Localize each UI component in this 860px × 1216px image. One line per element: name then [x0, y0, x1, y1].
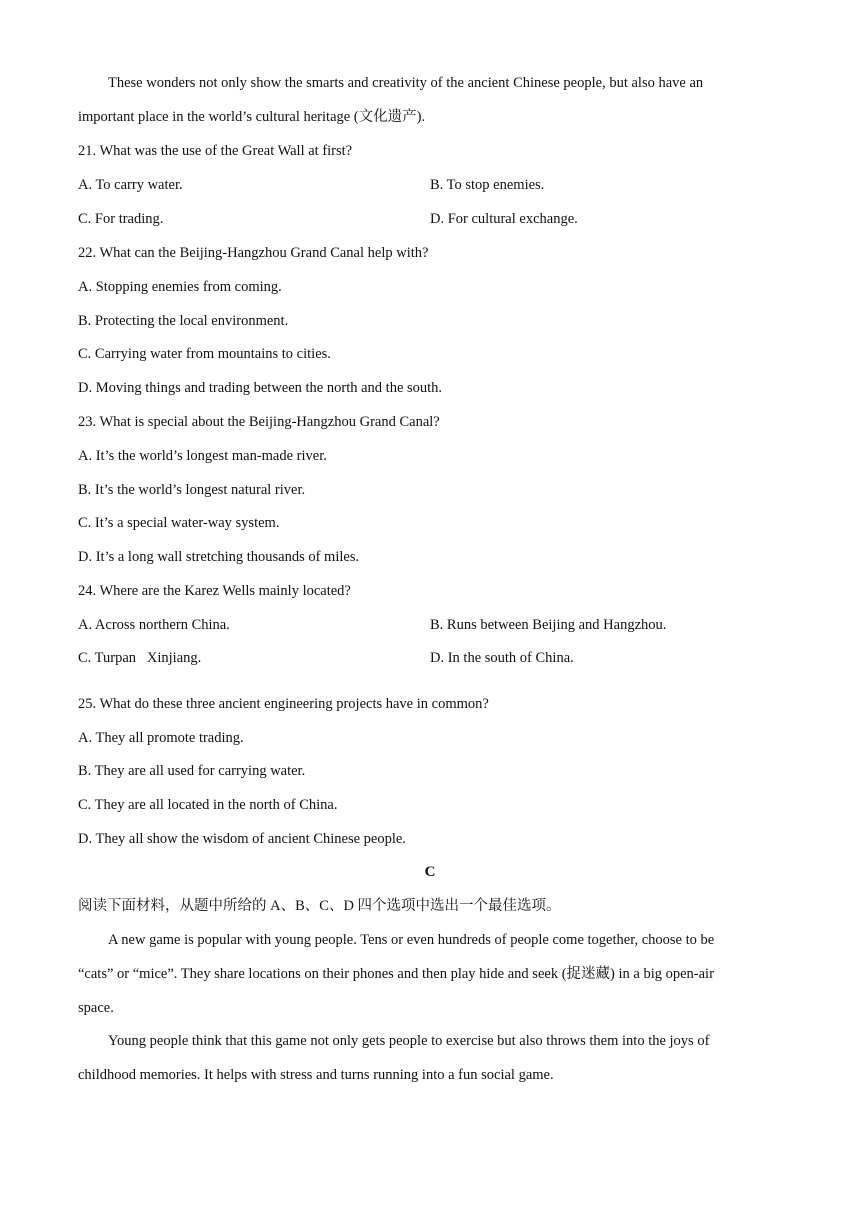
- passage-line: Young people think that this game not only gets people to exercise but also throws them into the joys of: [108, 1033, 710, 1049]
- question-23-option-c: C. It’s a special water-way system.: [78, 515, 280, 531]
- question-25-option-d: D. They all show the wisdom of ancient Chinese people.: [78, 831, 406, 847]
- question-21-option-a: A. To carry water.: [78, 177, 183, 193]
- question-21-option-d: D. For cultural exchange.: [430, 211, 578, 227]
- question-22-option-b: B. Protecting the local environment.: [78, 313, 289, 329]
- question-21-option-b: B. To stop enemies.: [430, 177, 545, 193]
- section-heading: C: [424, 864, 436, 880]
- passage-line: space.: [78, 1000, 114, 1016]
- question-24-option-d: D. In the south of China.: [430, 650, 574, 666]
- question-23-stem: 23. What is special about the Beijing-Hangzhou Grand Canal?: [78, 414, 440, 430]
- question-24-option-c: C. Turpan Xinjiang.: [78, 650, 202, 666]
- passage-line: “cats” or “mice”. They share locations on their phones and then play hide and seek (捉迷藏) in a big open-air: [78, 966, 714, 982]
- question-22-option-a: A. Stopping enemies from coming.: [78, 279, 282, 295]
- question-22-option-d: D. Moving things and trading between the north and the south.: [78, 380, 443, 396]
- passage-line: A new game is popular with young people. Tens or even hundreds of people come together, choose to be: [108, 932, 715, 948]
- question-23-option-d: D. It’s a long wall stretching thousands of miles.: [78, 549, 360, 565]
- question-24-option-b: B. Runs between Beijing and Hangzhou.: [430, 617, 667, 633]
- question-22-stem: 22. What can the Beijing-Hangzhou Grand Canal help with?: [78, 245, 429, 261]
- section-instruction: 阅读下面材料，从题中所给的 A、B、C、D 四个选项中选出一个最佳选项。: [78, 898, 561, 914]
- passage-line: These wonders not only show the smarts and creativity of the ancient Chinese people, but also have an: [108, 75, 704, 91]
- passage-line: important place in the world’s cultural heritage (文化遗产).: [78, 109, 426, 125]
- passage-line: childhood memories. It helps with stress and turns running into a fun social game.: [78, 1067, 554, 1083]
- question-23-option-a: A. It’s the world’s longest man-made river.: [78, 448, 327, 464]
- question-25-option-a: A. They all promote trading.: [78, 730, 244, 746]
- question-25-option-b: B. They are all used for carrying water.: [78, 763, 306, 779]
- question-22-option-c: C. Carrying water from mountains to cities.: [78, 346, 331, 362]
- question-21-stem: 21. What was the use of the Great Wall at first?: [78, 143, 353, 159]
- question-21-option-c: C. For trading.: [78, 211, 164, 227]
- question-23-option-b: B. It’s the world’s longest natural river.: [78, 482, 306, 498]
- question-25-stem: 25. What do these three ancient engineering projects have in common?: [78, 696, 489, 712]
- question-24-option-a: A. Across northern China.: [78, 617, 230, 633]
- question-24-stem: 24. Where are the Karez Wells mainly located?: [78, 583, 351, 599]
- question-25-option-c: C. They are all located in the north of China.: [78, 797, 338, 813]
